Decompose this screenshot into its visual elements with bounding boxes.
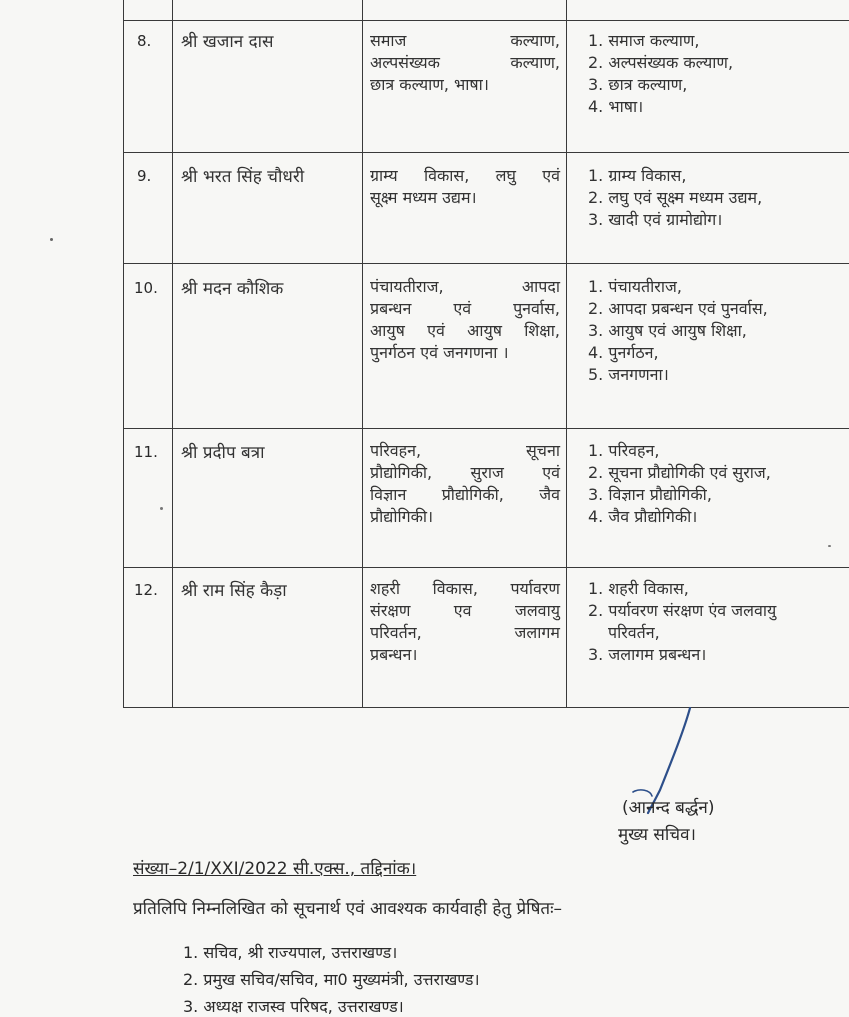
department-item: 1. शहरी विकास, — [588, 579, 689, 598]
department-item: 3. छात्र कल्याण, — [588, 75, 688, 94]
department-item: 3. आयुष एवं आयुष शिक्षा, — [588, 321, 747, 340]
minister-name: श्री भरत सिंह चौधरी — [181, 167, 305, 187]
portfolio-line: अल्पसंख्यक कल्याण, — [370, 53, 560, 72]
scan-speck — [828, 545, 831, 547]
signatory-name: (आनन्द बर्द्धन) — [622, 798, 715, 818]
department-item: 4. पुनर्गठन, — [588, 343, 659, 362]
department-item: 2. पर्यावरण संरक्षण एंव जलवायु — [588, 601, 777, 620]
department-item: 1. ग्राम्य विकास, — [588, 166, 687, 185]
department-item: 1. पंचायतीराज, — [588, 277, 682, 296]
minister-name: श्री खजान दास — [181, 32, 274, 52]
department-item: 1. समाज कल्याण, — [588, 31, 700, 50]
portfolio-line: प्रौद्योगिकी। — [370, 507, 434, 526]
department-item: 3. विज्ञान प्रौद्योगिकी, — [588, 485, 712, 504]
scan-speck — [160, 507, 163, 510]
copy-recipient: 2. प्रमुख सचिव/सचिव, मा0 मुख्यमंत्री, उत्तराखण्ड। — [183, 970, 480, 989]
row-number: 9. — [137, 167, 152, 185]
portfolio-line: परिवर्तन, जलागम — [370, 623, 560, 642]
department-item: 2. अल्पसंख्यक कल्याण, — [588, 53, 734, 72]
minister-name: श्री राम सिंह कैड़ा — [181, 581, 287, 601]
portfolio-line: संरक्षण एव जलवायु — [370, 601, 560, 620]
scan-speck — [50, 238, 53, 241]
row-number: 8. — [137, 32, 152, 50]
portfolio-line: सूक्ष्म मध्यम उद्यम। — [370, 188, 477, 207]
portfolio-line: आयुष एवं आयुष शिक्षा, — [370, 321, 560, 340]
portfolio-line: प्रबन्धन। — [370, 645, 418, 664]
signatory-designation: मुख्य सचिव। — [618, 825, 696, 845]
department-item: 4. भाषा। — [588, 97, 644, 116]
minister-name: श्री मदन कौशिक — [181, 279, 284, 299]
reference-number: संख्या–2/1/XXI/2022 सी.एक्स., तद्दिनांक। — [133, 859, 417, 879]
portfolio-line: प्रौद्योगिकी, सुराज एवं — [370, 463, 560, 482]
copy-recipient: 3. अध्यक्ष राजस्व परिषद, उत्तराखण्ड। — [183, 997, 404, 1016]
minister-name: श्री प्रदीप बत्रा — [181, 443, 265, 463]
department-item: 2. लघु एवं सूक्ष्म मध्यम उद्यम, — [588, 188, 763, 207]
portfolio-line: पुनर्गठन एवं जनगणना । — [370, 343, 509, 362]
forward-note: प्रतिलिपि निम्नलिखित को सूचनार्थ एवं आवश्यक कार्यवाही हेतु प्रेषितः– — [133, 899, 563, 919]
portfolio-line: प्रबन्धन एवं पुनर्वास, — [370, 299, 560, 318]
portfolio-line: परिवहन, सूचना — [370, 441, 560, 460]
portfolio-line: समाज कल्याण, — [370, 31, 560, 50]
portfolio-line: ग्राम्य विकास, लघु एवं — [370, 166, 560, 185]
department-item: 2. आपदा प्रबन्धन एवं पुनर्वास, — [588, 299, 768, 318]
department-item: 4. जैव प्रौद्योगिकी। — [588, 507, 698, 526]
department-item: परिवर्तन, — [608, 623, 660, 642]
portfolio-line: पंचायतीराज, आपदा — [370, 277, 560, 296]
department-item: 1. परिवहन, — [588, 441, 660, 460]
row-number: 10. — [134, 279, 158, 297]
portfolio-line: छात्र कल्याण, भाषा। — [370, 75, 489, 94]
department-item: 3. खादी एवं ग्रामोद्योग। — [588, 210, 723, 229]
portfolio-line: शहरी विकास, पर्यावरण — [370, 579, 560, 598]
row-number: 12. — [134, 581, 158, 599]
portfolio-line: विज्ञान प्रौद्योगिकी, जैव — [370, 485, 560, 504]
department-item: 3. जलागम प्रबन्धन। — [588, 645, 707, 664]
row-number: 11. — [134, 443, 158, 461]
department-item: 2. सूचना प्रौद्योगिकी एवं सुराज, — [588, 463, 771, 482]
department-item: 5. जनगणना। — [588, 365, 669, 384]
copy-recipient: 1. सचिव, श्री राज्यपाल, उत्तराखण्ड। — [183, 943, 398, 962]
